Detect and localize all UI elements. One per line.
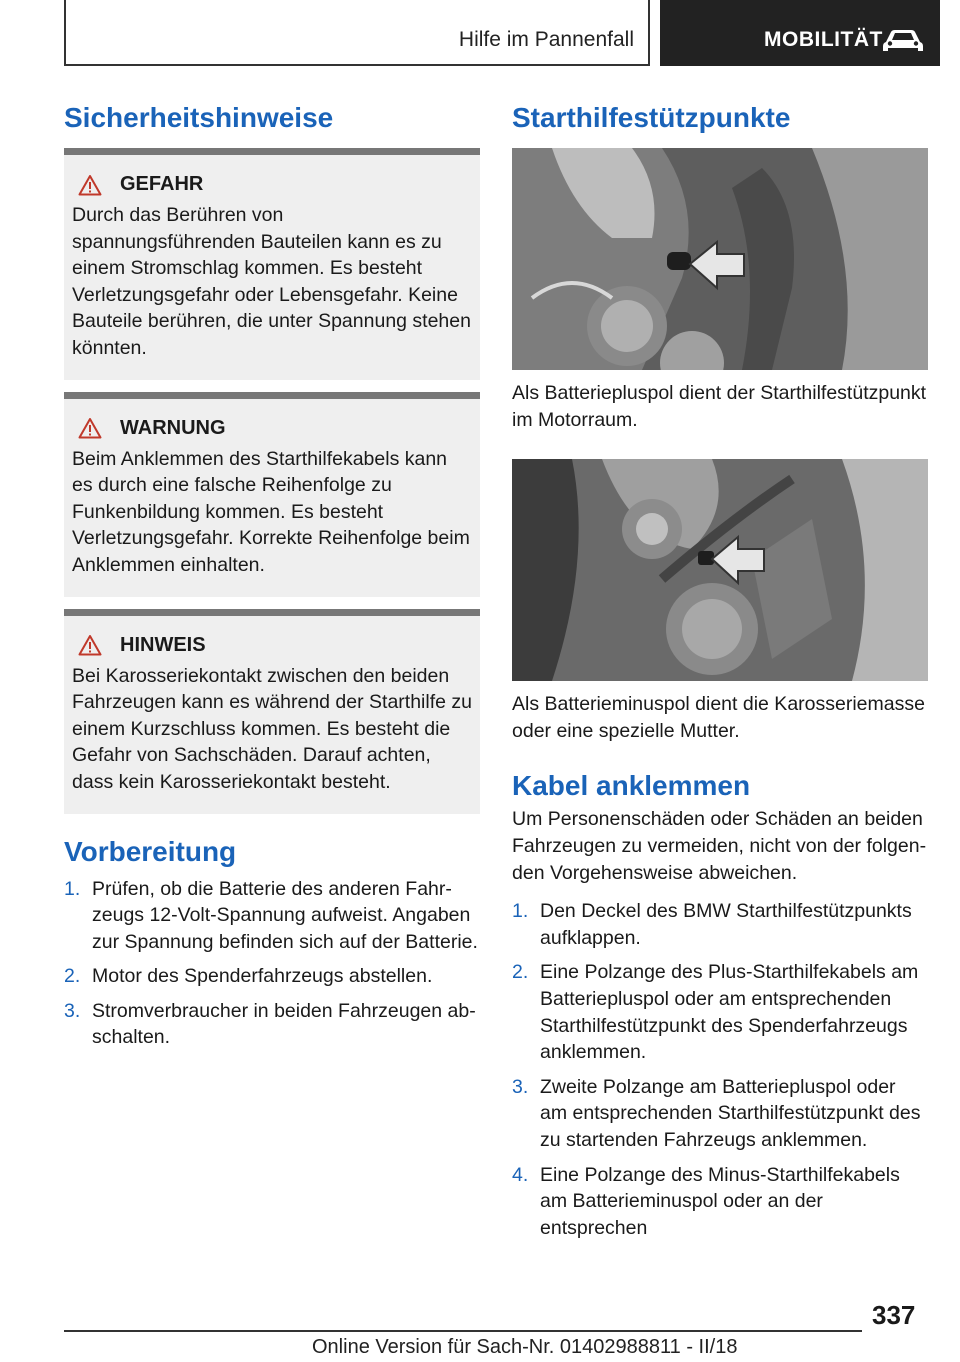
prep-steps bbox=[64, 876, 480, 1052]
left-column bbox=[64, 96, 480, 1059]
notice-danger-label: GEFAHR bbox=[120, 173, 204, 195]
list-item: 2. Motor des Spenderfahrzeugs abstellen. bbox=[64, 965, 433, 988]
notice-hint bbox=[64, 609, 480, 814]
notice-warning bbox=[64, 392, 480, 597]
right-column bbox=[512, 96, 928, 1249]
header-section-title: Hilfe im Pannenfall bbox=[458, 28, 634, 51]
list-item: 2. Eine Polzange des Plus-Starthilfekabels am Batteriepluspol oder am entsprechenden Starthilfestützpunkt des Spenderfahrzeugs anklemmen. bbox=[512, 961, 919, 1064]
prep-title: Vorbereitung bbox=[64, 835, 237, 867]
list-item: 3. Stromverbraucher in beiden Fahrzeugen abschalten. bbox=[64, 999, 476, 1049]
car-icon bbox=[882, 28, 924, 54]
warning-triangle-icon bbox=[78, 417, 102, 439]
notice-danger-text: Durch das Berühren von spannungsführenden Bauteilen kann es zu einem Stromschlag kommen. Es besteht Verletzungsgefahr oder Lebensgefahr. Keine Bauteile berühren, die unter Spannung stehen könnten. bbox=[72, 204, 471, 359]
page-number: 337 bbox=[872, 1300, 916, 1330]
notice-danger bbox=[64, 148, 480, 380]
notice-hint-text: Bei Karosseriekontakt zwischen den beiden Fahrzeugen kann es während der Starthilfe zu einem Kurzschluss kommen. Es besteht die Gefahr von Sachschäden. Darauf achten, dass kein Karosseriekontakt besteht. bbox=[72, 664, 472, 793]
header-chapter-tab bbox=[660, 0, 940, 66]
list-item: 1. Den Deckel des BMW Starthilfestützpunkts aufklappen. bbox=[512, 900, 912, 949]
safety-title: Sicherheitshinweise bbox=[64, 102, 334, 133]
footer-divider bbox=[64, 1330, 862, 1332]
engine-bay-photo-positive bbox=[512, 148, 928, 370]
list-item: 1. Prüfen, ob die Batterie des anderen Fahrzeugs 12-Volt-Spannung aufweist. Angaben zur Spannung befinden sich auf der Batterie. bbox=[64, 877, 478, 953]
header-section-box bbox=[64, 0, 650, 66]
cable-title: Kabel anklemmen bbox=[512, 770, 751, 802]
header-chapter-title: MOBILITÄT bbox=[764, 28, 883, 51]
list-item: 4. Eine Polzange des Minus-Starthilfekabels am Batterieminuspol oder an der entsprechen bbox=[512, 1163, 900, 1239]
engine-bay-photo-negative bbox=[512, 459, 928, 681]
cable-intro: Um Personenschäden oder Schäden an beiden Fahrzeugen zu vermeiden, nicht von der folgenden Vorgehensweise abweichen. bbox=[512, 808, 927, 884]
caption-positive: Als Batteriepluspol dient der Starthilfestützpunkt im Motorraum. bbox=[512, 382, 927, 431]
jump-points-title: Starthilfestützpunkte bbox=[512, 102, 791, 133]
notice-hint-label: HINWEIS bbox=[120, 633, 206, 656]
notice-warning-label: WARNUNG bbox=[120, 416, 226, 439]
list-item: 3. Zweite Polzange am Batteriepluspol oder am entsprechenden Starthilfestützpunkt des zu startenden Fahrzeugs anklemmen. bbox=[512, 1075, 921, 1151]
caption-negative: Als Batterieminuspol dient die Karosseriemasse oder eine spezielle Mutter. bbox=[512, 693, 925, 742]
warning-triangle-icon bbox=[78, 174, 102, 196]
warning-triangle-icon bbox=[78, 634, 102, 656]
footer-version: Online Version für Sach-Nr. 01402988811 - II/18 bbox=[312, 1336, 738, 1358]
cable-steps bbox=[512, 898, 928, 1241]
notice-warning-text: Beim Anklemmen des Starthilfekabels kann es durch eine falsche Reihenfolge zu Funkenbildung kommen. Es besteht Verletzungsgefahr. Korrekte Reihenfolge beim Anklemmen einhalten. bbox=[72, 447, 470, 576]
